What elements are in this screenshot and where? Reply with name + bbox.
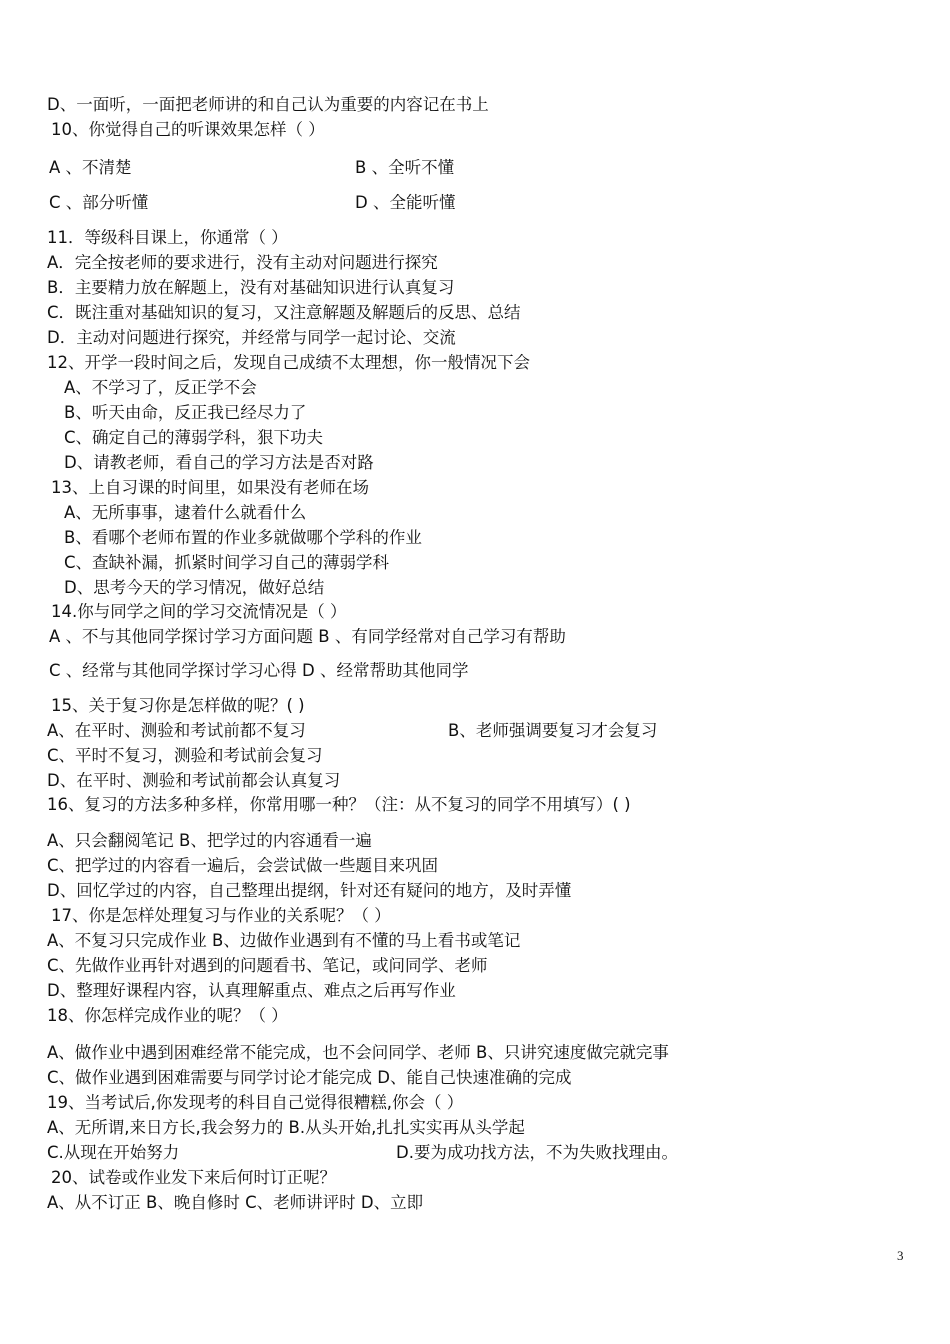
q19-options-ab: A、无所谓,来日方长,我会努力的 B.从头开始,扎扎实实再从头学起 [47,1118,525,1137]
q14-options-cd: C 、经常与其他同学探讨学习心得 D 、经常帮助其他同学 [49,661,469,680]
q19-title: 19、当考试后,你发现考的科目自己觉得很糟糕,你会（ ） [47,1093,464,1112]
q15-option-c: C、平时不复习，测验和考试前会复习 [47,746,323,765]
q20-options: A、从不订正 B、晚自修时 C、老师讲评时 D、立即 [47,1193,424,1212]
q19-option-c: C.从现在开始努力 [47,1143,180,1162]
q13-option-b: B、看哪个老师布置的作业多就做哪个学科的作业 [64,528,422,547]
q9-option-d: D、一面听，一面把老师讲的和自己认为重要的内容记在书上 [47,95,489,114]
page-number: 3 [897,1248,904,1263]
q10-options-row1 [49,157,609,179]
q11-option-b: B．主要精力放在解题上，没有对基础知识进行认真复习 [47,278,455,297]
q12-option-b: B、听天由命，反正我已经尽力了 [64,403,307,422]
q20-title: 20、试卷或作业发下来后何时订正呢？ [51,1168,336,1187]
q16-option-d: D、回忆学过的内容，自己整理出提纲，针对还有疑问的地方，及时弄懂 [47,881,572,900]
q17-title: 17、你是怎样处理复习与作业的关系呢？（ ） [51,906,391,925]
q15-title: 15、关于复习你是怎样做的呢？( ) [51,696,305,715]
q17-option-c: C、先做作业再针对遇到的问题看书、笔记，或问同学、老师 [47,956,488,975]
q19-option-d: D.要为成功找方法，不为失败找理由。 [396,1143,678,1162]
q10-option-a: A 、不清楚 [49,158,132,177]
q11-option-a: A．完全按老师的要求进行，没有主动对问题进行探究 [47,253,438,272]
q16-option-c: C、把学过的内容看一遍后，会尝试做一些题目来巩固 [47,856,439,875]
q15-option-b: B、老师强调要复习才会复习 [448,721,658,740]
q15-options-ab [47,720,747,742]
q18-options-ab: A、做作业中遇到困难经常不能完成，也不会问同学、老师 B、只讲究速度做完就完事 [47,1043,669,1062]
q15-option-a: A、在平时、测验和考试前都不复习 [47,721,306,740]
q18-title: 18、你怎样完成作业的呢？（ ） [47,1006,288,1025]
q13-option-c: C、查缺补漏，抓紧时间学习自己的薄弱学科 [64,553,390,572]
q11-option-d: D．主动对问题进行探究，并经常与同学一起讨论、交流 [47,328,456,347]
q12-option-d: D、请教老师，看自己的学习方法是否对路 [64,453,374,472]
q17-options-ab: A、不复习只完成作业 B、边做作业遇到有不懂的马上看书或笔记 [47,931,521,950]
q19-options-cd [47,1142,767,1164]
q10-option-d: D 、全能听懂 [355,193,456,212]
q12-option-a: A、不学习了，反正学不会 [64,378,257,397]
q12-option-c: C、确定自己的薄弱学科，狠下功夫 [64,428,324,447]
q11-option-c: C．既注重对基础知识的复习，又注意解题及解题后的反思、总结 [47,303,521,322]
q10-title: 10、你觉得自己的听课效果怎样（ ） [51,120,325,139]
q17-option-d: D、整理好课程内容，认真理解重点、难点之后再写作业 [47,981,456,1000]
q13-title: 13、上自习课的时间里，如果没有老师在场 [51,478,369,497]
q10-option-c: C 、部分听懂 [49,193,149,212]
q16-title: 16、复习的方法多种多样，你常用哪一种？（注：从不复习的同学不用填写）( ) [47,795,631,814]
q15-option-d: D、在平时、测验和考试前都会认真复习 [47,771,341,790]
q16-options-ab: A、只会翻阅笔记 B、把学过的内容通看一遍 [47,831,372,850]
q11-title: 11．等级科目课上，你通常（ ） [47,228,288,247]
q18-options-cd: C、做作业遇到困难需要与同学讨论才能完成 D、能自己快速准确的完成 [47,1068,572,1087]
q13-option-a: A、无所事事，逮着什么就看什么 [64,503,307,522]
q12-title: 12、开学一段时间之后，发现自己成绩不太理想，你一般情况下会 [47,353,530,372]
q14-options-ab: A 、不与其他同学探讨学习方面问题 B 、有同学经常对自己学习有帮助 [49,627,566,646]
q14-title: 14.你与同学之间的学习交流情况是（ ） [51,602,347,621]
q10-option-b: B 、全听不懂 [355,158,455,177]
q10-options-row2 [49,192,609,214]
q13-option-d: D、思考今天的学习情况，做好总结 [64,578,325,597]
